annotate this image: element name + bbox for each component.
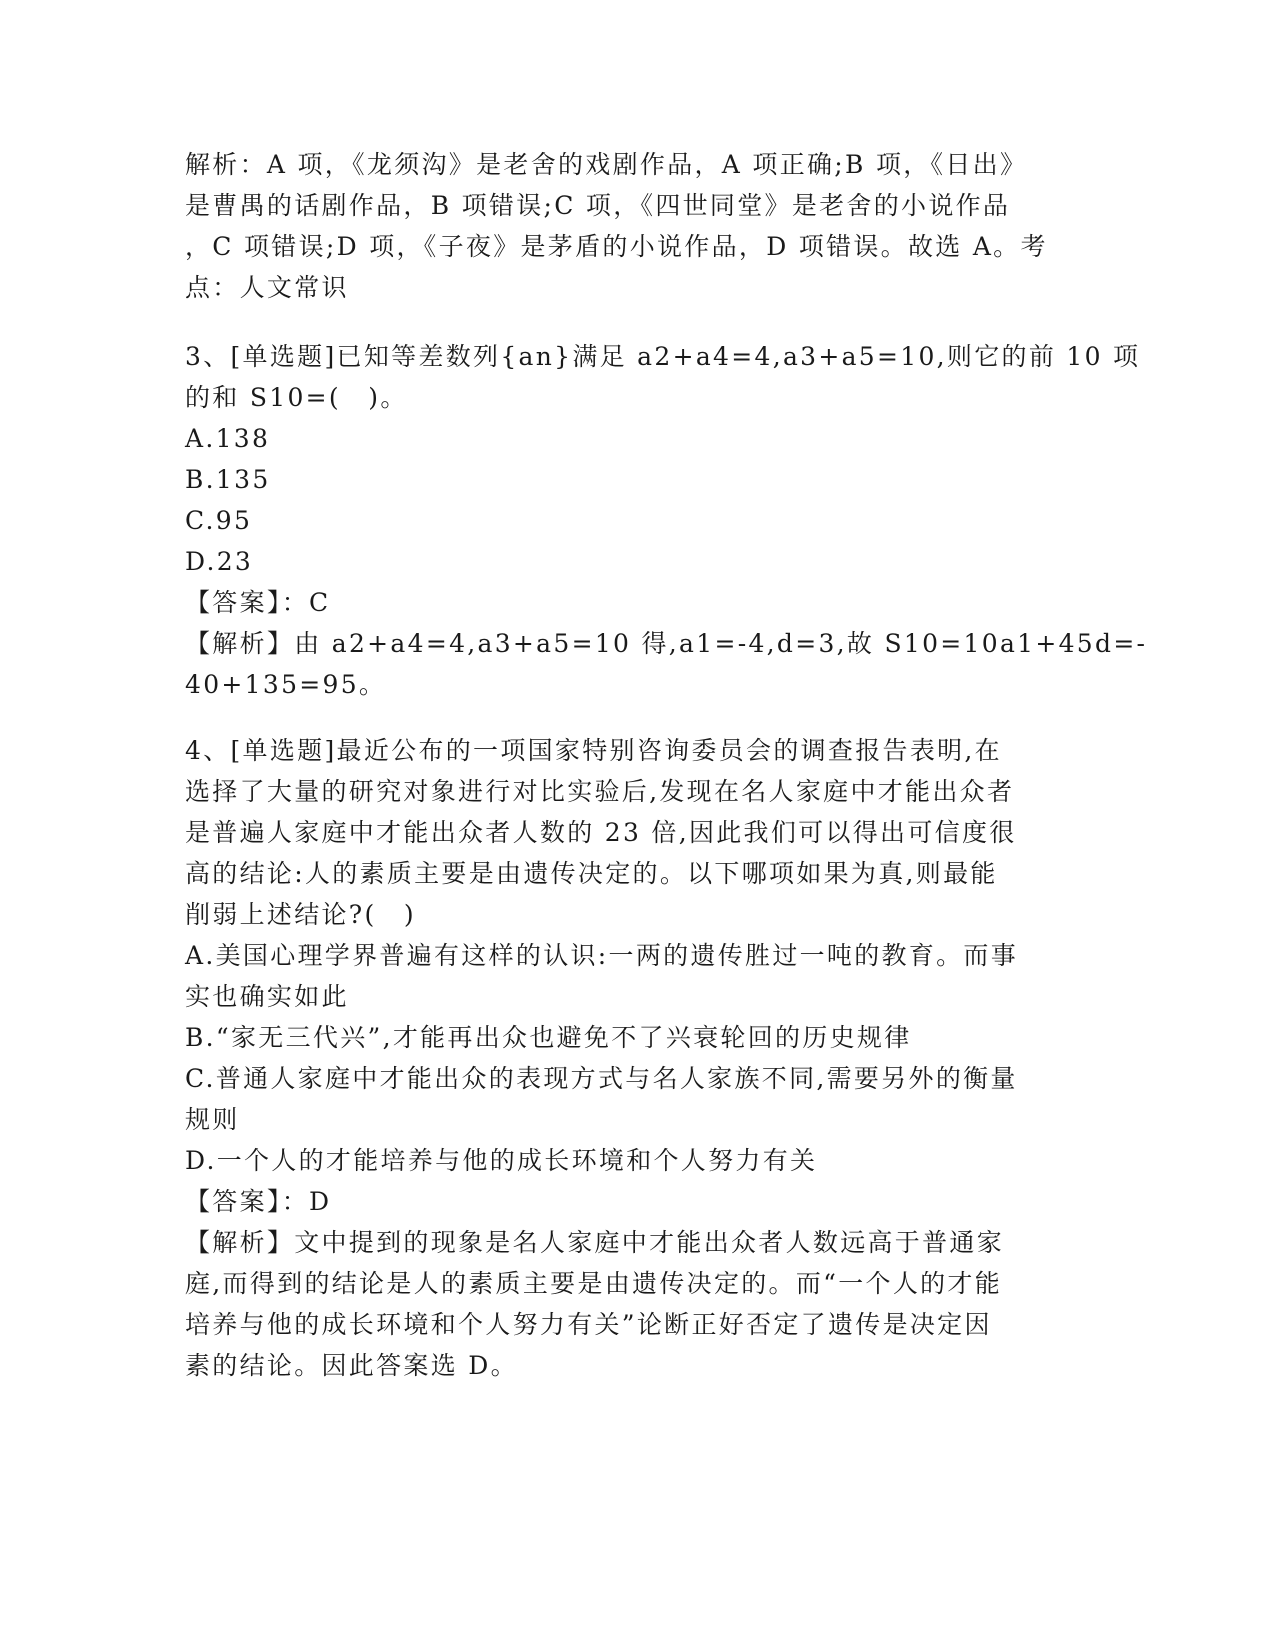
option-c: C.普通人家庭中才能出众的表现方式与名人家族不同,需要另外的衡量	[185, 1064, 1018, 1093]
option-a: 实也确实如此	[185, 982, 349, 1011]
question-stem: 高的结论:人的素质主要是由遗传决定的。以下哪项如果为真,则最能	[185, 859, 998, 888]
option-b: B.135	[185, 465, 271, 494]
question-stem: 3、[单选题]已知等差数列{an}满足 a2+a4=4,a3+a5=10,则它的前 10 项	[185, 342, 1141, 371]
option-a: A.138	[185, 424, 271, 453]
answer-line: 【答案】：C	[185, 588, 331, 617]
text-line: 解析：A 项，《龙须沟》是老舍的戏剧作品，A 项正确;B 项，《日出》	[185, 150, 1028, 179]
question-stem: 削弱上述结论?( )	[185, 900, 416, 929]
option-d: D.23	[185, 547, 254, 576]
answer-line: 【答案】：D	[185, 1187, 332, 1216]
question-stem: 4、[单选题]最近公布的一项国家特别咨询委员会的调查报告表明,在	[185, 736, 1002, 765]
explanation-line: 素的结论。因此答案选 D。	[185, 1351, 518, 1380]
explanation-line: 【解析】文中提到的现象是名人家庭中才能出众者人数远高于普通家	[185, 1228, 1005, 1257]
question-4	[185, 730, 1065, 1386]
question-3	[185, 336, 1148, 705]
option-b: B.“家无三代兴”,才能再出众也避免不了兴衰轮回的历史规律	[185, 1023, 912, 1052]
question-stem: 选择了大量的研究对象进行对比实验后,发现在名人家庭中才能出众者	[185, 777, 1015, 806]
explanation-line: 庭,而得到的结论是人的素质主要是由遗传决定的。而“一个人的才能	[185, 1269, 1003, 1298]
question-stem: 是普遍人家庭中才能出众者人数的 23 倍,因此我们可以得出可信度很	[185, 818, 1017, 847]
text-line: 是曹禺的话剧作品，B 项错误;C 项，《四世同堂》是老舍的小说作品	[185, 191, 1011, 220]
explanation-line: 【解析】由 a2+a4=4,a3+a5=10 得,a1=-4,d=3,故 S10=10a1+45d=-	[185, 629, 1148, 658]
option-c: 规则	[185, 1105, 240, 1134]
explanation-line: 培养与他的成长环境和个人努力有关”论断正好否定了遗传是决定因	[185, 1310, 992, 1339]
option-c: C.95	[185, 506, 253, 535]
q2-explanation	[185, 144, 1065, 308]
option-a: A.美国心理学界普遍有这样的认识:一两的遗传胜过一吨的教育。而事	[185, 941, 1019, 970]
option-d: D.一个人的才能培养与他的成长环境和个人努力有关	[185, 1146, 818, 1175]
question-stem: 的和 S10=( )。	[185, 383, 408, 412]
text-line: ，C 项错误;D 项，《子夜》是茅盾的小说作品，D 项错误。故选 A。考	[185, 232, 1048, 261]
explanation-line: 40+135=95。	[185, 670, 387, 699]
text-line: 点：人文常识	[185, 273, 349, 302]
